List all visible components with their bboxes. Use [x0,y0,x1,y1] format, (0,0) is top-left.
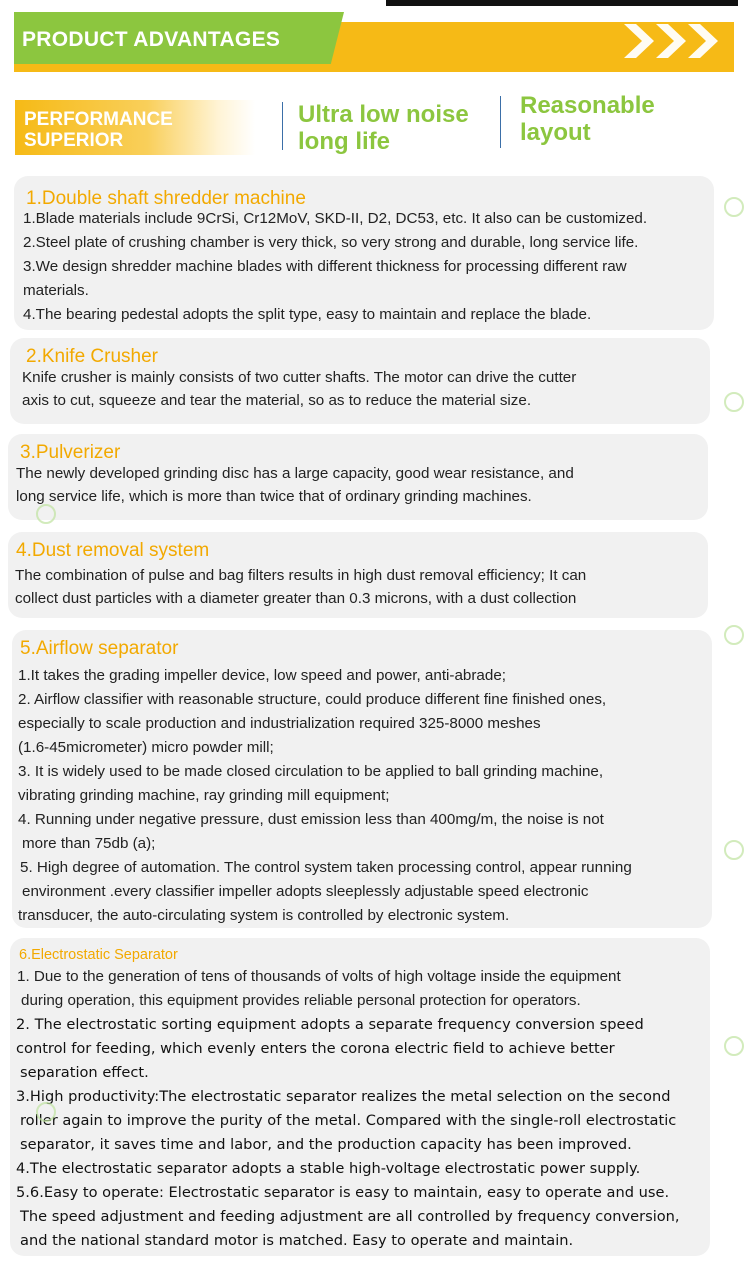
section-line: environment .every classifier impeller adopts sleeplessly adjustable speed electronic [22,883,589,900]
section-line: especially to scale production and industrialization required 325-8000 meshes [18,715,541,732]
section-line: long service life, which is more than twice that of ordinary grinding machines. [16,488,532,505]
section-line: 4. Running under negative pressure, dust emission less than 400mg/m, the noise is not [18,811,604,828]
section-line: during operation, this equipment provides reliable personal protection for operators. [21,992,581,1009]
feature-divider [500,96,501,148]
section-airflow-separator [12,630,712,928]
banner-chevrons [624,24,718,58]
performance-label: PERFORMANCE SUPERIOR [24,109,173,151]
layout-feature: Reasonable layout [520,92,655,146]
section-line: vibrating grinding machine, ray grinding mill equipment; [18,787,390,804]
section-line: 4.The electrostatic separator adopts a stable high-voltage electrostatic power supply. [16,1160,641,1177]
section-line: 4.The bearing pedestal adopts the split type, easy to maintain and replace the blade. [23,306,592,323]
section-line: 1. Due to the generation of tens of thousands of volts of high voltage inside the equipment [17,968,621,985]
section-line: 1.Blade materials include 9CrSi, Cr12MoV, SKD-II, D2, DC53, etc. It also can be customized. [23,210,648,227]
section-line: 5.6.Easy to operate: Electrostatic separator is easy to maintain, easy to operate and use. [16,1184,670,1201]
section-title: 3.Pulverizer [20,442,121,463]
section-dust-removal [8,532,708,618]
section-line: Knife crusher is mainly consists of two cutter shafts. The motor can drive the cutter [22,369,577,386]
watermark-logo-icon [36,1102,56,1122]
section-line: collect dust particles with a diameter greater than 0.3 microns, with a dust collection [15,590,577,607]
top-dark-bar [386,0,738,6]
watermark-logo-icon [724,840,744,860]
section-line: 3. It is widely used to be made closed circulation to be applied to ball grinding machine, [18,763,604,780]
feature-row [0,92,750,162]
section-line: The combination of pulse and bag filters results in high dust removal efficiency; It can [15,567,587,584]
section-line: 2. Airflow classifier with reasonable structure, could produce different fine finished ones, [18,691,607,708]
section-line: and the national standard motor is matched. Easy to operate and maintain. [20,1232,574,1249]
section-line: 5. High degree of automation. The control system taken processing control, appear running [20,859,632,876]
section-line: (1.6-45micrometer) micro powder mill; [18,739,274,756]
section-title: 1.Double shaft shredder machine [26,188,306,209]
section-line: axis to cut, squeeze and tear the material, so as to reduce the material size. [22,392,532,409]
section-line: separation effect. [20,1064,149,1081]
feature-divider [282,102,283,150]
watermark-logo-icon [724,1036,744,1056]
section-title: 6.Electrostatic Separator [19,947,178,963]
section-line: 3.We design shredder machine blades with different thickness for processing different raw [23,258,627,275]
chevron-right-icon [656,24,686,58]
section-line: 2.Steel plate of crushing chamber is very thick, so very strong and durable, long service life. [23,234,639,251]
section-line: The newly developed grinding disc has a large capacity, good wear resistance, and [16,465,574,482]
watermark-logo-icon [36,504,56,524]
section-title: 5.Airflow separator [20,638,179,659]
section-title: 2.Knife Crusher [26,346,159,367]
section-line: roller again to improve the purity of the metal. Compared with the single-roll electrostatic [20,1112,677,1129]
chevron-right-icon [624,24,654,58]
noise-feature: Ultra low noise long life [298,101,469,155]
section-title: 4.Dust removal system [16,540,210,561]
section-line: 3.High productivity:The electrostatic separator realizes the metal selection on the second [16,1088,671,1105]
chevron-right-icon [688,24,718,58]
advantages-banner [0,12,750,74]
section-line: The speed adjustment and feeding adjustment are all controlled by frequency conversion, [20,1208,680,1225]
section-line: more than 75db (a); [22,835,156,852]
section-line: materials. [23,282,89,299]
section-pulverizer [8,434,708,520]
watermark-logo-icon [724,197,744,217]
section-electrostatic-separator [10,938,710,1256]
section-line: 1.It takes the grading impeller device, low speed and power, anti-abrade; [18,667,506,684]
section-line: transducer, the auto-circulating system is controlled by electronic system. [18,907,510,924]
banner-title: PRODUCT ADVANTAGES [22,28,281,51]
watermark-logo-icon [724,392,744,412]
section-shredder [14,176,714,330]
section-knife-crusher [10,338,710,424]
watermark-logo-icon [724,625,744,645]
section-line: separator, it saves time and labor, and the production capacity has been improved. [20,1136,632,1153]
section-line: 2. The electrostatic sorting equipment adopts a separate frequency conversion speed [16,1016,644,1033]
performance-badge [15,100,255,155]
section-line: control for feeding, which evenly enters the corona electric field to achieve better [16,1040,615,1057]
